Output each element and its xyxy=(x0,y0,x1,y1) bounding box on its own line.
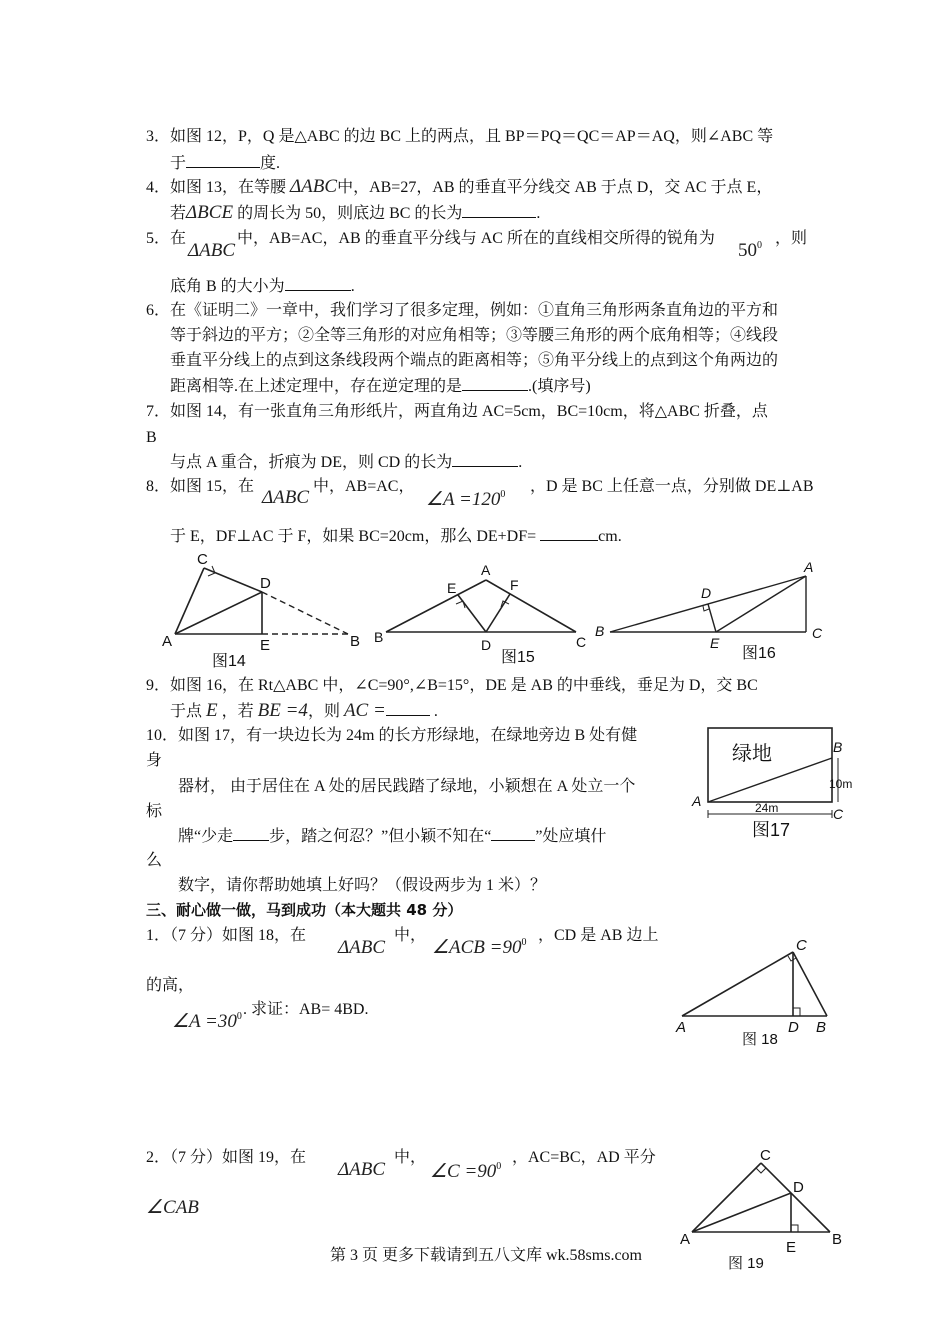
math-angle-a-120: ∠A $=120^0$ xyxy=(426,489,506,510)
math-50-degrees: $50^0$ xyxy=(738,240,762,261)
q8-text: 于 E，DF⊥AC 于 F，如果 BC=20cm，那么 DE+DF= xyxy=(170,528,537,545)
label-e: E xyxy=(710,635,720,651)
q4-text: . xyxy=(536,205,541,222)
q7-text: . xyxy=(518,454,523,471)
label-d: D xyxy=(260,575,271,592)
q10-line4: 标 xyxy=(146,803,163,820)
figure-caption: 图 18 xyxy=(742,1031,778,1048)
answer-blank xyxy=(186,153,260,168)
label-a: A xyxy=(680,1231,691,1248)
q8-line1b: 中，AB=AC， xyxy=(313,478,415,495)
answer-blank xyxy=(386,701,430,716)
answer-blank xyxy=(233,826,269,841)
q4-text: 的周长为 50，则底边 BC 的长为 xyxy=(237,205,463,222)
label-a: A xyxy=(481,562,491,578)
math-angle-acb-90: ∠ACB $=90^0$ xyxy=(432,937,527,958)
label-a: A xyxy=(804,559,814,575)
math-triangle-bce: ΔBCE xyxy=(186,202,234,223)
label-f: F xyxy=(510,577,519,593)
q7-line2: B xyxy=(146,429,157,446)
q10-line5 xyxy=(178,826,606,847)
q4-text: 4．如图 13，在等腰 xyxy=(146,179,287,196)
math-e: E xyxy=(206,700,218,721)
page-footer: 第 3 页 更多下载请到五八文库 wk.58sms.com xyxy=(330,1247,643,1264)
label-c: C xyxy=(576,634,587,650)
q6-line2: 等于斜边的平方；②全等三角形的对应角相等；③等腰三角形的两个底角相等；④线段 xyxy=(170,327,779,344)
q5-line1c: ，则 xyxy=(775,230,808,247)
q4-text: 若 xyxy=(170,205,187,222)
p2-line1c: ，AC=BC，AD 平分 xyxy=(512,1149,656,1166)
label-lawn: 绿地 xyxy=(732,743,772,765)
q6-line1: 6．在《证明二》一章中，我们学习了很多定理，例如：①直角三角形两条直角边的平方和 xyxy=(146,302,779,319)
label-a: A xyxy=(676,1019,687,1036)
answer-blank xyxy=(452,452,518,467)
label-d: D xyxy=(793,1179,804,1196)
q10-line1: 10．如图 17，有一块边长为 24m 的长方形绿地，在绿地旁边 B 处有健 xyxy=(146,727,638,744)
p1-line3: . 求证：AB= 4BD. xyxy=(243,1001,369,1018)
q6-text: .(填序号) xyxy=(528,378,591,395)
q10-text: 牌“少走 xyxy=(178,828,234,845)
q5-line1b: 中，AB=AC，AB 的垂直平分线与 AC 所在的直线相交所得的锐角为 xyxy=(237,230,715,247)
q7-text: 与点 A 重合，折痕为 DE，则 CD 的长为 xyxy=(170,454,453,471)
q9-text: 于点 xyxy=(170,703,203,720)
q9-line1: 9．如图 16，在 Rt△ABC 中，∠C=90°,∠B=15°，DE 是 AB 的中垂线，垂足为 D，交 BC xyxy=(146,677,758,694)
math-triangle-abc: ΔABC xyxy=(338,937,386,958)
q10-line7: 数字，请你帮助她填上好吗？（假设两步为 1 米）？ xyxy=(178,877,547,894)
q5-text: 底角 B 的大小为 xyxy=(170,278,285,295)
q8-text: cm. xyxy=(598,528,622,545)
figure-18 xyxy=(672,934,842,1054)
label-c: C xyxy=(796,937,807,954)
q4-line2 xyxy=(170,203,540,224)
math-triangle-abc: ΔABC xyxy=(290,176,338,197)
math-angle-a-30: ∠A $=30^0$ xyxy=(172,1011,242,1032)
q3-line2 xyxy=(170,153,280,174)
q8-line1a: 8．如图 15，在 xyxy=(146,478,255,495)
label-d: D xyxy=(481,637,492,653)
figure-caption: 图17 xyxy=(752,820,791,840)
label-d: D xyxy=(788,1019,799,1036)
figure-caption: 图15 xyxy=(501,649,535,666)
p2-line1a: 2．（7 分）如图 19，在 xyxy=(146,1149,307,1166)
q9-text: . xyxy=(433,703,438,720)
q7-line1: 7．如图 14，有一张直角三角形纸片，两直角边 AC=5cm，BC=10cm，将△ABC 折叠，点 xyxy=(146,403,768,420)
label-24m: 24m xyxy=(755,801,779,815)
q10-line6: 么 xyxy=(146,852,163,869)
p1-line2: 的高， xyxy=(146,977,195,994)
label-c: C xyxy=(197,551,208,568)
q10-line3: 器材， 由于居住在 A 处的居民践踏了绿地，小颖想在 A 处立一个 xyxy=(178,778,636,795)
q6-text: 距离相等.在上述定理中，存在逆定理的是 xyxy=(170,378,463,395)
q3-line1: 3．如图 12，P，Q 是△ABC 的边 BC 上的两点，且 BP＝PQ＝QC＝AP＝AQ，则∠ABC 等 xyxy=(146,128,774,145)
q8-line1c: ，D 是 BC 上任意一点，分别做 DE⊥AB xyxy=(530,478,814,495)
figure-caption: 图 19 xyxy=(728,1255,764,1272)
answer-blank xyxy=(491,826,535,841)
label-b: B xyxy=(374,629,384,645)
q10-text: 步，踏之何忍？”但小颖不知在“ xyxy=(269,828,492,845)
q9-text: ，若 xyxy=(221,703,254,720)
p1-line1c: ，CD 是 AB 边上 xyxy=(538,927,659,944)
math-angle-c-90: ∠C $=90^0$ xyxy=(430,1161,502,1182)
q6-line4 xyxy=(170,376,591,397)
p2-line1b: 中， xyxy=(394,1149,427,1166)
q4-text: 中，AB=27，AB 的垂直平分线交 AB 于点 D，交 AC 于点 E， xyxy=(337,179,773,196)
answer-blank xyxy=(540,526,598,541)
math-be-4: BE =4 xyxy=(257,700,308,721)
p1-line1b: 中， xyxy=(394,927,427,944)
answer-blank xyxy=(462,203,536,218)
q4-line1 xyxy=(146,177,772,198)
answer-blank xyxy=(285,276,351,291)
q7-line3 xyxy=(170,452,522,473)
math-triangle-abc: ΔABC xyxy=(338,1159,386,1180)
q3-text: 度. xyxy=(260,155,281,172)
q5-line2 xyxy=(170,276,355,297)
answer-blank xyxy=(462,376,528,391)
q9-text: ，则 xyxy=(307,703,340,720)
q8-line2 xyxy=(170,526,622,547)
math-triangle-abc: ΔABC xyxy=(262,487,310,508)
label-c: C xyxy=(812,625,823,641)
section-title: 三、耐心做一做，马到成功（本大题共 48 分） xyxy=(146,901,463,919)
label-e: E xyxy=(447,580,457,596)
figure-16 xyxy=(592,558,832,668)
label-d: D xyxy=(701,585,712,601)
label-b: B xyxy=(833,739,843,755)
q9-line2 xyxy=(170,701,438,722)
label-b: B xyxy=(832,1231,843,1248)
label-c: C xyxy=(760,1147,771,1164)
q3-text: 于 xyxy=(170,155,187,172)
figure-caption: 图14 xyxy=(212,653,246,670)
figure-19 xyxy=(676,1140,846,1276)
math-ac: AC = xyxy=(343,700,386,721)
q5-line1a: 5．在 xyxy=(146,230,187,247)
q10-text: ”处应填什 xyxy=(535,828,607,845)
figure-17 xyxy=(690,722,860,844)
label-b: B xyxy=(350,633,361,650)
q5-text: . xyxy=(350,278,355,295)
label-a: A xyxy=(162,633,173,650)
figure-15 xyxy=(370,560,595,672)
math-angle-cab: ∠CAB xyxy=(146,1197,199,1218)
label-e: E xyxy=(786,1239,797,1256)
p1-line1a: 1．（7 分）如图 18，在 xyxy=(146,927,307,944)
math-triangle-abc: ΔABC xyxy=(188,240,236,261)
q6-line3: 垂直平分线上的点到这条线段两个端点的距离相等；⑤角平分线上的点到这个角两边的 xyxy=(170,352,779,369)
label-b: B xyxy=(595,623,605,639)
label-10m: 10m xyxy=(829,777,853,791)
figure-14 xyxy=(160,548,370,670)
q10-line2: 身 xyxy=(146,752,163,769)
label-e: E xyxy=(260,637,271,654)
label-c: C xyxy=(833,806,844,822)
label-a: A xyxy=(692,793,702,809)
figure-caption: 图16 xyxy=(742,645,776,662)
label-b: B xyxy=(816,1019,827,1036)
